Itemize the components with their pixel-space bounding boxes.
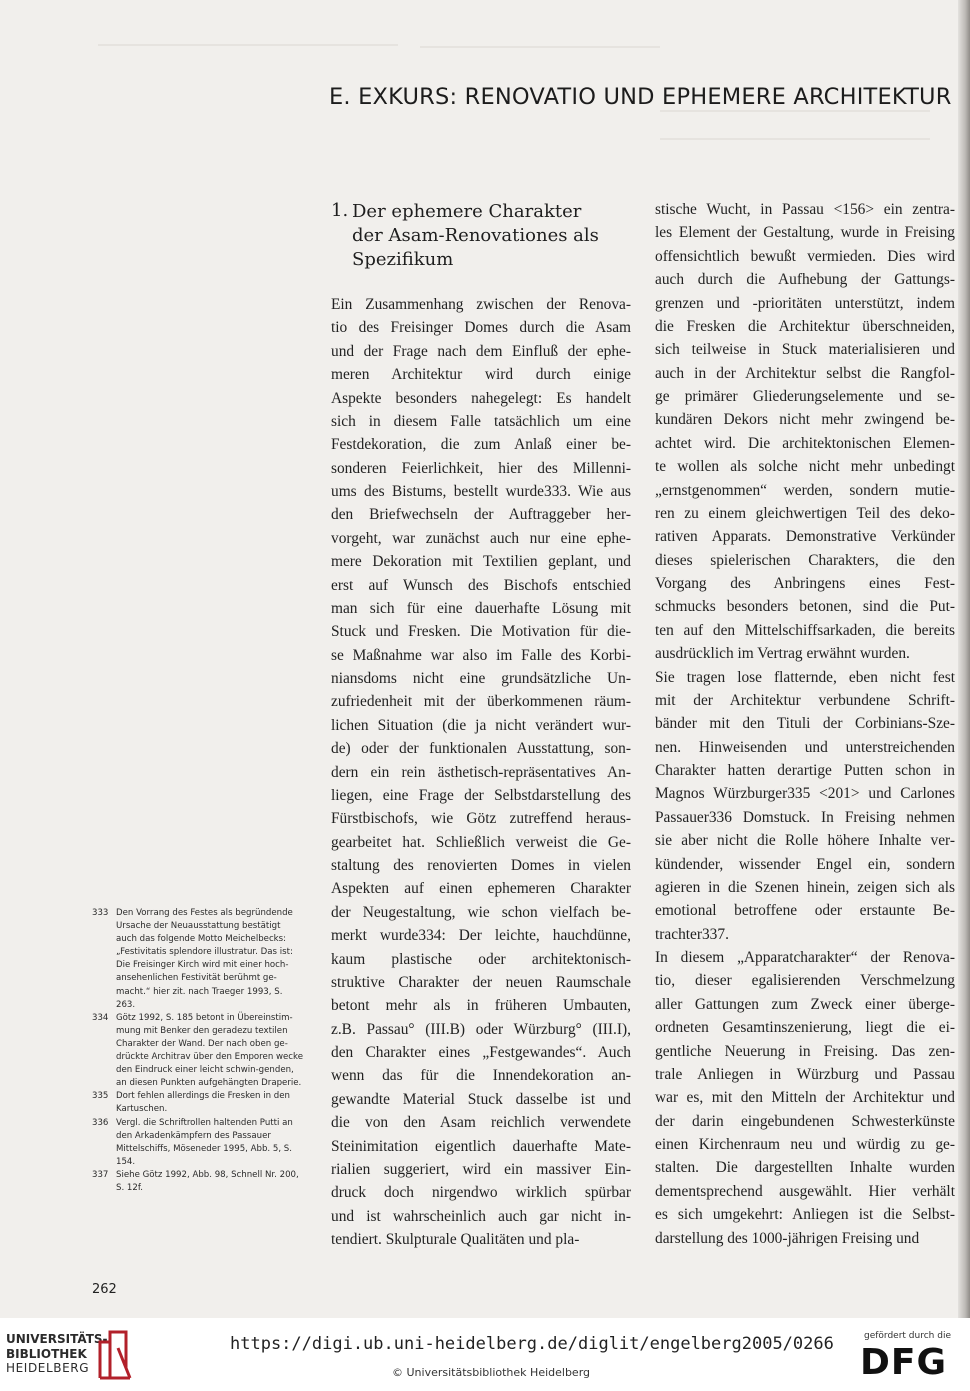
text-line: de) oder der funktionalen Ausstattung, son-: [331, 740, 631, 758]
source-url-link[interactable]: https://digi.ub.uni-heidelberg.de/diglit/engelberg2005/0266: [230, 1334, 834, 1354]
section-title: [352, 200, 632, 272]
bleed-through-mark: [98, 44, 398, 46]
text-line: z.B. Passau° (III.B) oder Würzburg° (III.I),: [331, 1020, 631, 1038]
text-line: und ist wahrscheinlich auch gar nicht in-: [331, 1207, 631, 1225]
text-line: sich in diesem Falle tatsächlich um eine: [331, 412, 631, 430]
library-logo-icon: [96, 1328, 136, 1382]
text-line: ge primärer Gliederungselemente und se-: [655, 388, 955, 405]
footnote: [92, 1012, 304, 1091]
footnote: [92, 1090, 304, 1116]
text-line: schmucks besonders betonen, sind die Put-: [655, 598, 955, 616]
footnote-number: 334: [92, 1012, 109, 1023]
text-line: tio, dieser egalisierenden Verschmelzung: [655, 972, 955, 990]
library-name-line: UNIVERSITÄTS-: [6, 1332, 108, 1346]
text-line: gewandte Material Stuck dasselbe ist und: [331, 1090, 631, 1108]
footnote-number: 335: [92, 1091, 109, 1102]
text-line: ren zu einem gleichwertigen Teil des deko-: [655, 504, 955, 522]
text-line: trale Anliegen in Würzburg und Passau: [655, 1065, 955, 1083]
text-line: rativen Apparats. Demonstrative Verkünder: [655, 528, 955, 546]
bleed-through-mark: [660, 138, 930, 140]
footnote-text: Siehe Götz 1992, Abb. 98, Schnell Nr. 200, S. 12f.: [116, 1169, 299, 1193]
page-number: 262: [92, 1282, 117, 1297]
text-line: aller Gattungen zum Zweck einer überge-: [655, 995, 955, 1013]
text-line: dern ein rein ästhetisch-repräsentatives An-: [331, 763, 631, 781]
text-line: wenn das für die Innendekoration an-: [331, 1067, 631, 1085]
text-line: und der Frage nach dem Einfluß der ephe-: [331, 342, 631, 360]
page-edge-shadow: [958, 0, 970, 1318]
section-title-line: Spezifikum: [352, 249, 454, 270]
text-line: bänder mit den Tituli der Corbinians-Sze-: [655, 715, 955, 733]
text-line: Stuck und Fresken. Die Motivation für die-: [331, 623, 631, 641]
text-line: vorgeht, war zunächst auch nur eine ephe-: [331, 529, 631, 547]
footnote: [92, 907, 304, 1012]
text-line: staltung des renovierten Domes in vielen: [331, 857, 631, 874]
text-line: emotional betroffene oder erstaunte Be-: [655, 902, 955, 920]
footnotes: [92, 907, 304, 1195]
text-line: druck doch nirgendwo wirklich spürbar: [331, 1184, 631, 1202]
footnote-text: Vergl. die Schriftrollen haltenden Putti an den Arkadenkämpfern des Passauer Mittelschiffs, Möseneder 1995, Abb. 5, S. 154.: [116, 1117, 293, 1167]
text-line: Charakter hatten derartige Putten schon in: [655, 762, 955, 779]
text-line: dementsprechend ausgewählt. Hier verhält: [655, 1182, 955, 1200]
text-line: Vorgang des Anbringens eines Fest-: [655, 575, 955, 592]
text-line: te wollen als solche nicht mehr unbedingt: [655, 458, 955, 476]
text-line: mit der Architektur verbundene Schrift-: [655, 691, 955, 709]
text-line: les Element der Gestaltung, wurde in Freising: [655, 224, 955, 242]
text-line: einen Kirchenraum neu und würdig zu ge-: [655, 1136, 955, 1153]
text-line: ten auf den Mittelschiffsarkaden, die bereits: [655, 621, 955, 639]
text-line: trachter337.: [655, 925, 729, 943]
text-line: achtet wird. Die architektonischen Elemen-: [655, 434, 955, 452]
text-line: ordneten Gesamtinszenierung, liegt die ei-: [655, 1019, 955, 1037]
text-line: es sich umgekehrt: Anliegen ist die Selbst-: [655, 1206, 955, 1224]
text-line: der Neugestaltung, wie schon vielfach be-: [331, 903, 631, 921]
text-line: nen. Hinweisenden und unterstreichenden: [655, 738, 955, 756]
text-line: grenzen und -prioritäten unterstützt, indem: [655, 294, 955, 312]
text-line: meren Architektur wird durch einige: [331, 366, 631, 384]
text-line: Aspekte besonders nahegelegt: Es handelt: [331, 389, 631, 407]
text-line: tendiert. Skulpturale Qualitäten und pla-: [331, 1231, 580, 1248]
text-line: lichen Situation (die ja nicht verändert wur-: [331, 716, 631, 734]
text-line: war es, mit den Mitteln der Architektur und: [655, 1089, 955, 1107]
text-line: zufriedenheit mit der überkommenen räum-: [331, 693, 631, 711]
text-line: liegen, eine Frage der Selbstdarstellung des: [331, 786, 631, 804]
text-line: darstellung des 1000-jährigen Freising und: [655, 1229, 920, 1247]
text-line: kündender, wissender Engel ein, sondern: [655, 855, 955, 873]
dfg-logo: DFG: [860, 1342, 948, 1383]
text-line: rialien suggeriert, wird ein massiver Ein-: [331, 1160, 631, 1178]
footnote-text: Dort fehlen allerdings die Fresken in den Kartuschen.: [116, 1091, 290, 1115]
section-number: 1.: [331, 200, 349, 221]
bleed-through-mark: [660, 110, 930, 112]
text-line: die Fresken die Architektur überschneiden,: [655, 317, 955, 335]
bleed-through-mark: [420, 46, 660, 48]
text-line: tio des Freisinger Domes durch die Asam: [331, 319, 631, 337]
text-line: den Charakter eines „Festgewandes“. Auch: [331, 1044, 631, 1061]
text-line: „ernstgenommen“ werden, sondern mutie-: [655, 481, 955, 499]
text-line: Passauer336 Domstuck. In Freising nehmen: [655, 808, 955, 826]
footnote-number: 337: [92, 1169, 109, 1180]
text-line: Ein Zusammenhang zwischen der Renova-: [331, 296, 631, 313]
text-line: agieren in die Szenen hinein, zeigen sich als: [655, 878, 955, 896]
footnote: [92, 1117, 304, 1169]
text-line: Steinimitation eigentlich dauerhafte Mate-: [331, 1137, 631, 1155]
text-line: In diesem „Apparatcharakter“ der Renova-: [655, 949, 955, 966]
text-line: gearbeitet hat. Schließlich verweist die Ge-: [331, 833, 631, 851]
text-line: sie aber nicht die Rolle höhere Inhalte ver-: [655, 832, 955, 850]
footnote-number: 333: [92, 908, 109, 918]
text-line: sonderen Feierlichkeit, hier des Millenni-: [331, 459, 631, 477]
library-name-line: BIBLIOTHEK: [6, 1346, 87, 1361]
text-line: erst auf Wunsch des Bischofs entschied: [331, 576, 631, 594]
copyright-notice: © Universitätsbibliothek Heidelberg: [392, 1366, 591, 1379]
text-line: der darin eingebundenen Schwesterkünste: [655, 1112, 955, 1130]
text-line: betont mehr als in früheren Umbauten,: [331, 997, 631, 1015]
text-line: niansdoms nicht eine grundsätzliche Un-: [331, 670, 631, 687]
text-line: auch durch die Aufhebung der Gattungs-: [655, 271, 955, 289]
text-line: Festdekoration, die zum Anlaß einer be-: [331, 436, 631, 454]
text-line: man sich für eine dauerhafte Lösung mit: [331, 599, 631, 617]
text-line: auch in der Architektur selbst die Rangfol-: [655, 364, 955, 382]
text-line: offensichtlich bewußt vermieden. Dies wird: [655, 247, 955, 265]
text-line: Magnos Würzburger335 <201> und Carlones: [655, 785, 955, 803]
chapter-heading: E. EXKURS: RENOVATIO UND EPHEMERE ARCHITEKTUR: [329, 84, 952, 110]
text-line: stische Wucht, in Passau <156> ein zentra-: [655, 201, 955, 218]
footnote-text: Götz 1992, S. 185 betont in Übereinstim-mung mit Benker den geradezu textilen Charakter der Wand. Der nach oben ge-drückte Architrav über den Emporen wecke den Eindruck einer leicht schwin-genden, an diesen Punkten aufgehängten Draperie.: [116, 1012, 303, 1089]
text-line: ums des Bistums, bestellt wurde333. Wie aus: [331, 483, 631, 500]
library-logo-text: [6, 1332, 108, 1376]
library-name-line: HEIDELBERG: [6, 1361, 90, 1375]
text-line: dieses spielerischen Charakters, die den: [655, 551, 955, 569]
footnote: [92, 1169, 304, 1195]
text-line: mere Dekoration mit Textilien geplant, und: [331, 553, 631, 571]
section-title-line: Der ephemere Charakter: [352, 201, 582, 222]
footnote-number: 336: [92, 1117, 109, 1128]
body-column-right: [655, 198, 955, 1250]
text-line: kaum plastische oder architektonisch-: [331, 950, 631, 968]
footnote-text: Den Vorrang des Festes als begründende Ursache der Neuausstattung bestätigt auch das folgende Motto Meichelbecks: „Festivitatis splendore illustratur. Das ist: Die Freisinger Kirch wird mit einer hoch-ansehenlichen Festivität berühmt ge-macht.“ hier zit. nach Traeger 1993, S. 263.: [116, 908, 293, 1010]
text-line: stalten. Die dargestellten Inhalte wurden: [655, 1159, 955, 1177]
text-line: se Maßnahme war also im Falle des Korbi-: [331, 646, 631, 664]
text-line: struktive Charakter der neuen Raumschale: [331, 973, 631, 991]
text-line: den Briefwechseln der Auftraggeber her-: [331, 506, 631, 524]
text-line: ausdrücklich im Vertrag erwähnt wurden.: [655, 645, 910, 663]
text-line: gentliche Neuerung in Freising. Das zen-: [655, 1042, 955, 1060]
text-line: Aspekten auf einen ephemeren Charakter: [331, 880, 631, 898]
text-line: merkt wurde334: Der leichte, hauchdünne,: [331, 927, 631, 945]
text-line: kundären Dekors nicht mehr zwingend be-: [655, 411, 955, 429]
text-line: Fürstbischofs, wie Götz zutreffend heraus-: [331, 810, 631, 828]
body-column-left: [331, 293, 631, 1251]
section-title-line: der Asam-Renovationes als: [352, 225, 599, 246]
footer-bar: [0, 1318, 970, 1391]
text-line: Sie tragen lose flatternde, eben nicht fest: [655, 668, 955, 686]
text-line: die von den Asam reichlich verwendete: [331, 1114, 631, 1132]
text-line: sich teilweise in Stuck materialisieren und: [655, 341, 955, 359]
funding-caption: gefördert durch die: [864, 1331, 951, 1341]
